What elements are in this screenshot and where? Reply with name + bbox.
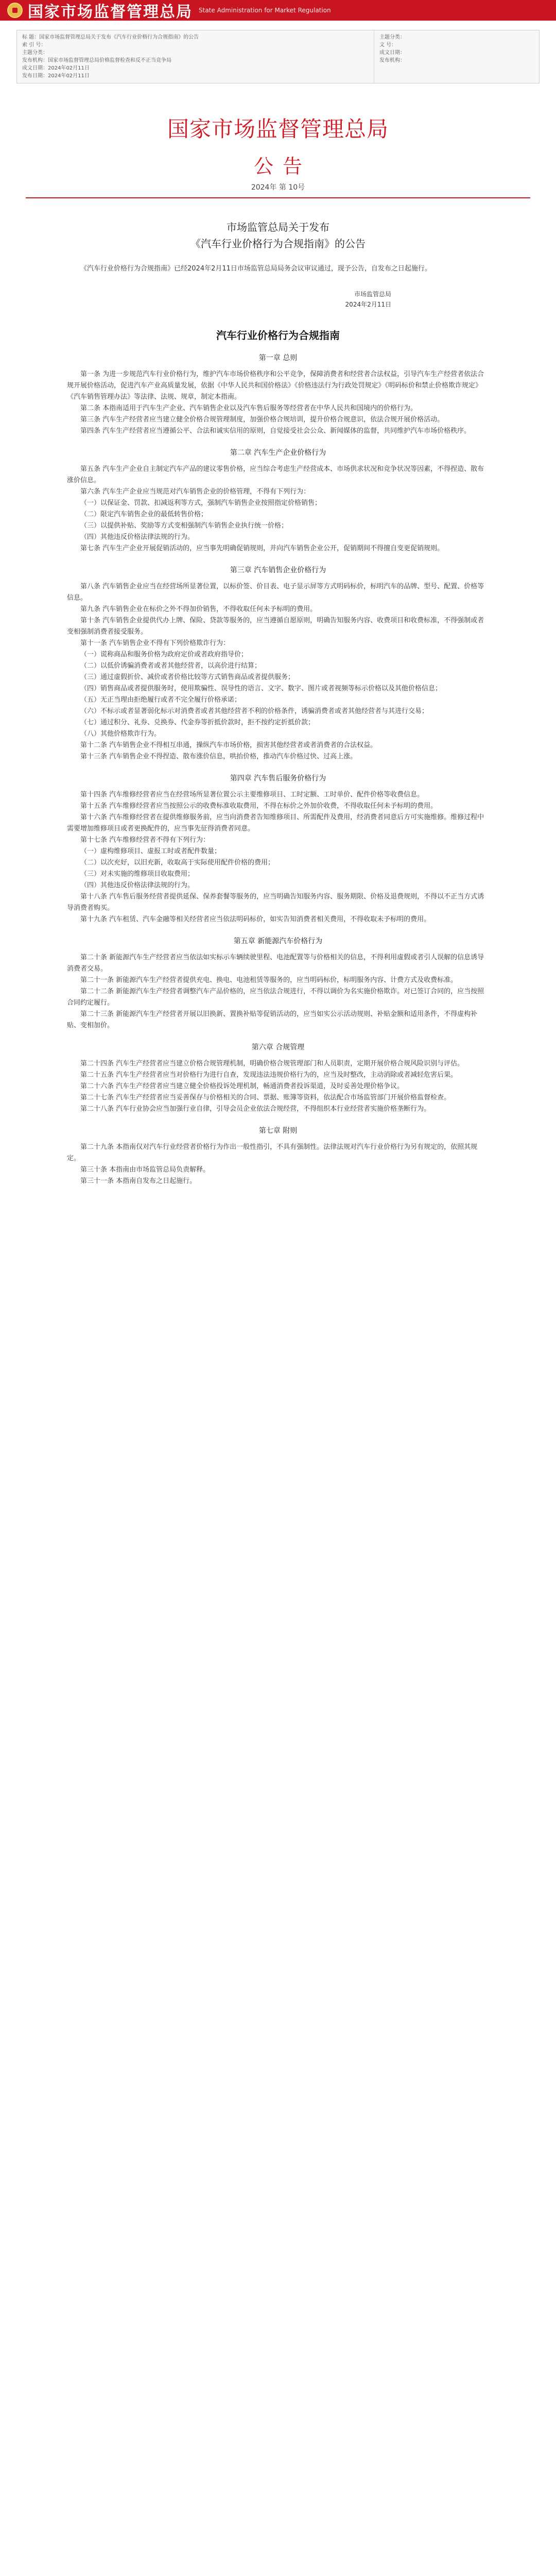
article-paragraph: 第一条 为进一步规范汽车行业价格行为，维护汽车市场价格秩序和公平竞争，保障消费者和经营者合法权益，引导汽车生产经营者依法合规开展价格活动，促进汽车产业高质量发展，依据《中华人民共和国价格法》《价格违法行为行政处罚规定》《明码标价和禁止价格欺诈规定》《汽车销售管理办法》等法律、法规、规章，制定本指南。: [67, 370, 484, 401]
article-paragraph: 第十条 汽车销售企业提供代办上牌、保险、贷款等服务的，应当遵循自愿原则，明确告知服务内容、收费项目和收费标准，不得强制或者变相强制消费者接受服务。: [67, 617, 484, 636]
clause-item: （二）以低价诱骗消费者或者其他经营者，以高价进行结算；: [80, 662, 262, 670]
article-paragraph: 第十四条 汽车维修经营者应当在经营场所显著位置公示主要维修项目、工时定额、工时单价、配件价格等收费信息。: [80, 791, 424, 799]
announcement-paragraph: 《汽车行业价格行为合规指南》已经2024年2月11日市场监管总局局务会议审议通过，现予公告，自发布之日起施行。: [80, 265, 431, 273]
article-paragraph: 第二十六条 汽车生产经营者应当建立健全价格投诉处理机制，畅通消费者投诉渠道，及时妥善处理价格争议。: [80, 1082, 404, 1090]
announcement-title-line: 《汽车行业价格行为合规指南》的公告: [190, 238, 366, 250]
article-paragraph: 第十九条 汽车租赁、汽车金融等相关经营者应当依法明码标价，如实告知消费者相关费用，不得收取未予标明的费用。: [80, 916, 431, 923]
meta-line: 主题分类：: [379, 35, 405, 40]
chapter-heading: 第四章 汽车售后服务价格行为: [230, 774, 326, 783]
article-paragraph: 第三十条 本指南由市场监管总局负责解释。: [80, 1166, 210, 1174]
article-paragraph: 第四条 汽车生产经营者应当遵循公平、合法和诚实信用的原则，自觉接受社会公众、新闻媒体的监督，共同维护汽车市场价格秩序。: [80, 427, 471, 435]
clause-item: （四）销售商品或者提供服务时，使用欺骗性、误导性的语言、文字、数字、图片或者视频等标示价格以及其他价格信息；: [80, 685, 442, 692]
clause-item: （二）限定汽车销售企业的最低转售价格；: [80, 511, 208, 518]
meta-left: [17, 30, 374, 83]
announcement-label: 公告: [253, 155, 311, 178]
announcement-title: [0, 219, 556, 252]
chapter-heading: 第二章 汽车生产企业价格行为: [230, 449, 326, 457]
clause-item: （四）其他违反价格法律法规的行为。: [80, 882, 195, 889]
meta-line: 标 题：国家市场监督管理总局关于发布《汽车行业价格行为合规指南》的公告: [22, 35, 199, 40]
meta-line: 发布日期：2024年02月11日: [22, 73, 90, 79]
clause-item: （三）对未实施的维修项目收取费用；: [80, 870, 195, 878]
article-paragraph: 第三十一条 本指南自发布之日起施行。: [80, 1177, 197, 1185]
article-paragraph: 第二十条 新能源汽车生产经营者应当依法如实标示车辆续驶里程、电池配置等与价格相关的信息，不得利用虚假或者引人误解的信息诱导消费者交易。: [67, 954, 484, 973]
document-header: [0, 112, 556, 198]
document-meta-box: [16, 30, 540, 83]
clause-item: （六）不标示或者显著弱化标示对消费者或者其他经营者不利的价格条件，诱骗消费者或者其他经营者与其进行交易；: [80, 707, 429, 715]
article-paragraph: 第九条 汽车销售企业在标价之外不得加价销售，不得收取任何未予标明的费用。: [80, 605, 317, 613]
clause-item: （一）以保证金、罚款、扣减返利等方式，强制汽车销售企业按照指定价格销售；: [80, 499, 322, 507]
site-subtitle: State Administration for Market Regulation: [199, 7, 331, 14]
article-paragraph: 第十五条 汽车维修经营者应当按照公示的收费标准收取费用，不得在标价之外加价收费，不得收取任何未予标明的费用。: [80, 802, 438, 810]
chapter-heading: 第三章 汽车销售企业价格行为: [230, 566, 326, 574]
meta-line: 主题分类：: [22, 50, 48, 56]
guide-title: 汽车行业价格行为合规指南: [216, 329, 340, 342]
site-header: [0, 0, 556, 21]
article-paragraph: 第二十四条 汽车生产经营者应当建立价格合规管理机制，明确价格合规管理部门和人员职责，定期开展价格合规风险识别与评估。: [80, 1060, 464, 1067]
meta-right: [374, 30, 539, 83]
article-paragraph: 第八条 汽车销售企业应当在经营场所显著位置，以标价签、价目表、电子显示屏等方式明码标价，标明汽车的品牌、型号、配置、价格等信息。: [67, 583, 484, 602]
article-paragraph: 第十一条 汽车销售企业不得有下列价格欺诈行为：: [80, 639, 230, 647]
clause-item: （一）虚构维修项目、虚报工时或者配件数量；: [80, 848, 221, 855]
national-emblem-icon: [7, 3, 23, 18]
article-paragraph: 第五条 汽车生产企业自主制定汽车产品的建议零售价格，应当综合考虑生产经营成本、市场供求状况和竞争状况等因素，不得捏造、散布涨价信息。: [67, 465, 484, 484]
meta-line: 索 引 号：: [22, 42, 46, 48]
signature-block: [0, 289, 556, 310]
article-paragraph: 第六条 汽车生产企业应当规范对汽车销售企业的价格管理，不得有下列行为：: [80, 488, 310, 496]
article-paragraph: 第二十七条 汽车生产经营者应当妥善保存与价格相关的合同、票据、账簿等资料，依法配合市场监管部门开展价格监督检查。: [80, 1094, 451, 1101]
meta-line: 成文日期：: [379, 50, 405, 56]
clause-item: （四）其他违反价格法律法规的行为。: [80, 533, 195, 541]
article-paragraph: 第十八条 汽车售后服务经营者提供延保、保养套餐等服务的，应当明确告知服务内容、服务期限、价格及退费规则，不得以不正当方式诱导消费者购买。: [67, 893, 484, 912]
site-name: 国家市场监督管理总局: [28, 3, 193, 21]
clause-item: （八）其他价格欺诈行为。: [80, 730, 161, 738]
agency-name: 国家市场监督管理总局: [167, 116, 389, 142]
document-number: 2024年 第 10号: [251, 183, 305, 192]
signature-date: 2024年2月11日: [345, 301, 391, 308]
meta-line: 成文日期：2024年02月11日: [22, 65, 90, 71]
guide-content: [67, 352, 489, 1187]
article-paragraph: 第十七条 汽车维修经营者不得有下列行为：: [80, 836, 210, 844]
chapter-heading: 第一章 总则: [258, 354, 298, 362]
article-paragraph: 第十六条 汽车维修经营者在提供维修服务前，应当向消费者告知维修项目、所需配件及费用，经消费者同意后方可实施维修。维修过程中需要增加维修项目或者更换配件的，应当事先征得消费者同意。: [67, 814, 484, 833]
red-divider: [26, 197, 530, 198]
chapter-heading: 第七章 附则: [258, 1127, 298, 1135]
clause-item: （二）以次充好，以旧充新，收取高于实际使用配件价格的费用；: [80, 859, 275, 867]
article-paragraph: 第二十三条 新能源汽车生产经营者开展以旧换新、置换补贴等促销活动的，应当如实公示活动规则、补贴金额和适用条件，不得虚构补贴、变相加价。: [67, 1010, 478, 1029]
clause-item: （五）无正当理由拒绝履行或者不完全履行价格承诺；: [80, 696, 241, 704]
article-paragraph: 第十三条 汽车销售企业不得捏造、散布涨价信息，哄抬价格，推动汽车价格过快、过高上涨。: [80, 753, 357, 760]
clause-item: （一）谎称商品和服务价格为政府定价或者政府指导价；: [80, 651, 248, 658]
announcement-title-line: 市场监管总局关于发布: [227, 221, 329, 233]
clause-item: （七）通过积分、礼券、兑换券、代金券等折抵价款时，拒不按约定折抵价款；: [80, 719, 315, 726]
signature: 市场监管总局: [354, 291, 391, 298]
article-paragraph: 第二十九条 本指南仅对汽车行业经营者价格行为作出一般性指引，不具有强制性。法律法规对汽车行业价格行为另有规定的，依照其规定。: [67, 1143, 478, 1162]
clause-item: （三）通过虚假折价、减价或者价格比较等方式销售商品或者提供服务；: [80, 673, 295, 681]
article-paragraph: 第二十二条 新能源汽车生产经营者调整汽车产品价格的，应当依法合规进行，不得以调价为名实施价格欺诈。对已签订合同的，应当按照合同约定履行。: [67, 988, 484, 1007]
meta-line: 文 号：: [379, 42, 397, 48]
article-paragraph: 第二十一条 新能源汽车生产经营者提供充电、换电、电池租赁等服务的，应当明码标价，标明服务内容、计费方式及收费标准。: [80, 976, 458, 984]
article-paragraph: 第七条 汽车生产企业开展促销活动的，应当事先明确促销规则，并向汽车销售企业公开，促销期间不得擅自变更促销规则。: [80, 545, 444, 552]
chapter-heading: 第六章 合规管理: [251, 1043, 305, 1052]
announcement-body: [67, 263, 489, 275]
chapter-heading: 第五章 新能源汽车价格行为: [233, 937, 323, 945]
meta-line: 发布机构：: [379, 58, 405, 63]
article-paragraph: 第二十八条 汽车行业协会应当加强行业自律，引导会员企业依法合规经营，不得组织本行业经营者实施价格垄断行为。: [80, 1105, 431, 1113]
article-paragraph: 第十二条 汽车销售企业不得相互串通，操纵汽车市场价格，损害其他经营者或者消费者的合法权益。: [80, 741, 377, 749]
article-paragraph: 第二十五条 汽车生产经营者应当对价格行为进行自查，发现违法违规价格行为的，应当及时整改，主动消除或者减轻危害后果。: [80, 1071, 458, 1079]
article-paragraph: 第二条 本指南适用于汽车生产企业、汽车销售企业以及汽车售后服务等经营者在中华人民共和国境内的价格行为。: [80, 404, 418, 412]
article-paragraph: 第三条 汽车生产经营者应当建立健全价格合规管理制度，加强价格合规培训，提升价格合规意识，依法合规开展价格活动。: [80, 416, 444, 423]
clause-item: （三）以提供补贴、奖励等方式变相强制汽车销售企业执行统一价格；: [80, 522, 288, 530]
meta-line: 发布机构：国家市场监督管理总局价格监督检查和反不正当竞争局: [22, 58, 171, 63]
